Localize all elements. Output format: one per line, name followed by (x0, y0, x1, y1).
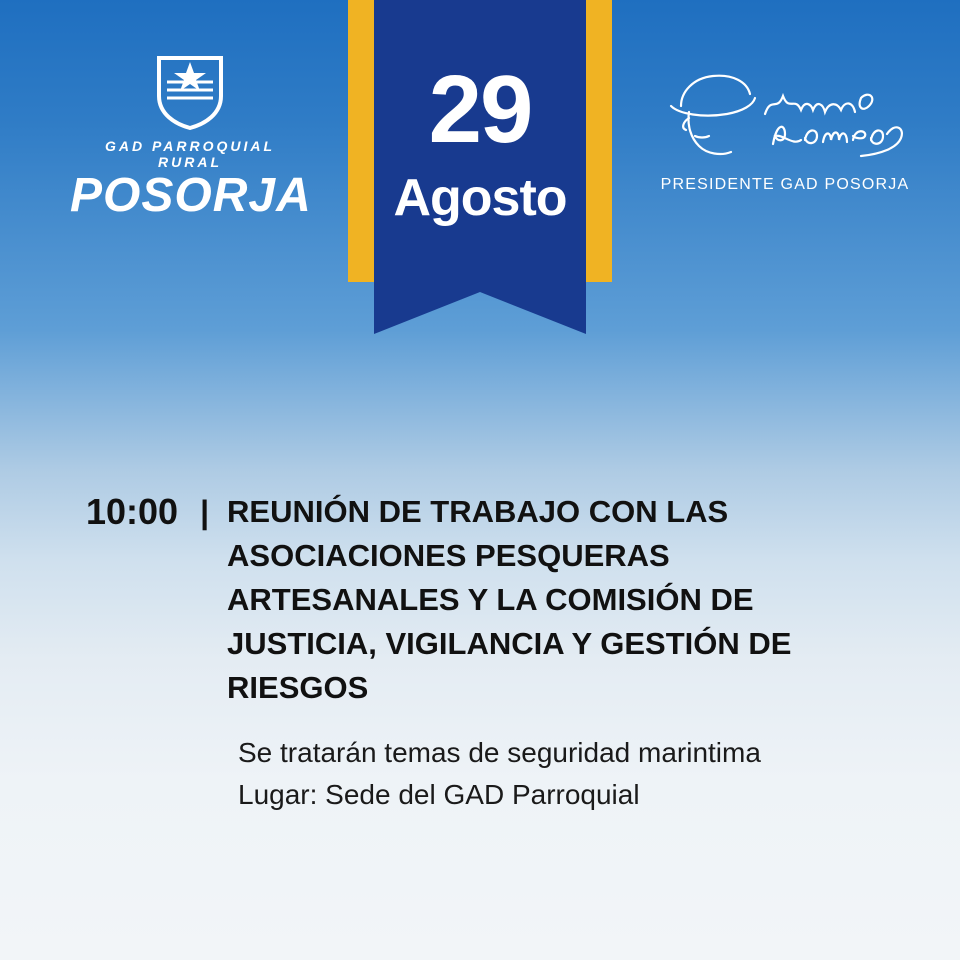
agenda-separator: | (200, 494, 210, 530)
ribbon-month-name: Agosto (393, 169, 567, 227)
agenda-title: REUNIÓN DE TRABAJO CON LAS ASOCIACIONES PESQUERAS ARTESANALES Y LA COMISIÓN DE JUSTICIA, VIGILANCIA Y GESTIÓN DE RIESGOS (227, 494, 792, 705)
agenda-detail-topic: Se tratarán temas de seguridad marintima (238, 737, 761, 768)
ribbon-tail (374, 292, 586, 334)
agenda-detail-location: Lugar: Sede del GAD Parroquial (238, 779, 640, 810)
agenda-details (238, 732, 896, 816)
agenda-entry (86, 490, 896, 816)
ribbon-day-number: 29 (428, 56, 532, 163)
ribbon-accent-left (348, 0, 374, 282)
logo-subtitle: GAD PARROQUIAL RURAL (104, 138, 276, 170)
ribbon-accent-right (586, 0, 612, 282)
poster-header (0, 0, 960, 350)
shield-icon (153, 52, 227, 130)
gad-logo (70, 52, 310, 220)
president-caption: PRESIDENTE GAD POSORJA (660, 176, 910, 193)
logo-title: POSORJA (70, 169, 312, 222)
president-signature-block (648, 62, 922, 194)
agenda-time: 10:00 (86, 491, 179, 532)
agenda-heading-row (86, 490, 896, 710)
president-portrait-icon (655, 62, 915, 172)
